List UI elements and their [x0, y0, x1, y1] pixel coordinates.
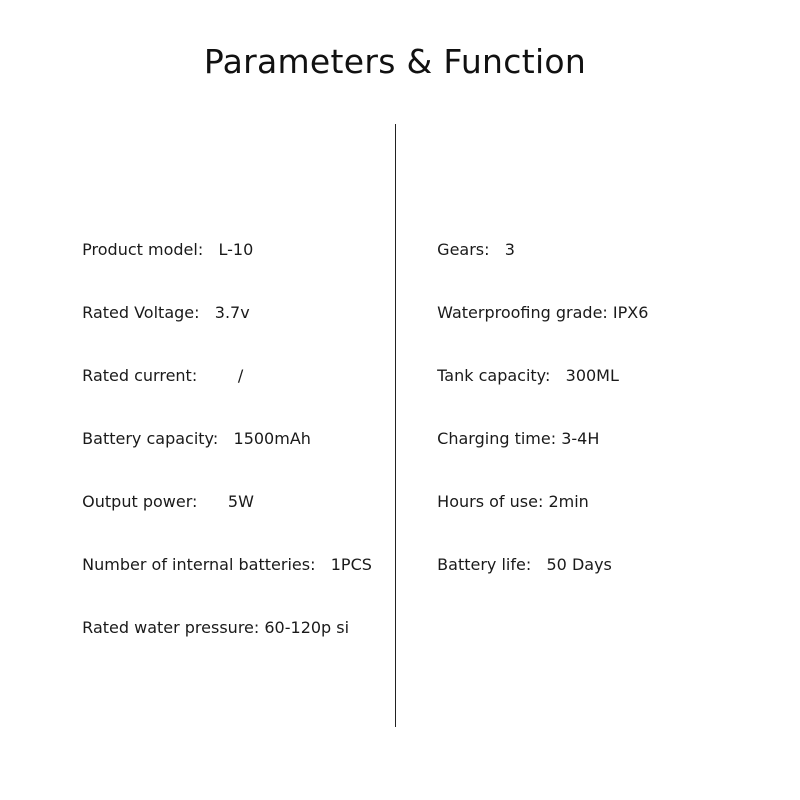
- spec-value: 1500mAh: [233, 429, 311, 448]
- spec-label: Rated current:: [82, 366, 198, 385]
- spec-internal-batteries: [72, 535, 372, 575]
- spec-value: 3.7v: [214, 303, 250, 322]
- spec-value: 1PCS: [330, 555, 372, 574]
- column-divider: [395, 124, 396, 727]
- spec-value: 300ML: [565, 366, 619, 385]
- spec-tank-capacity: [427, 346, 619, 386]
- spec-battery-life: [427, 535, 612, 575]
- spec-label: Waterproofing grade:: [437, 303, 608, 322]
- spec-label: Charging time:: [437, 429, 557, 448]
- spec-output-power: [72, 472, 254, 512]
- spec-label: Output power:: [82, 492, 198, 511]
- spec-label: Tank capacity:: [437, 366, 551, 385]
- spec-label: Hours of use:: [437, 492, 544, 511]
- spec-label: Gears:: [437, 240, 490, 259]
- spec-value: 3-4H: [561, 429, 600, 448]
- spec-charging-time: [427, 409, 599, 449]
- spec-value: /: [237, 366, 244, 385]
- spec-rated-water-pressure: [72, 598, 349, 638]
- spec-battery-capacity: [72, 409, 311, 449]
- page-title: Parameters & Function: [203, 42, 587, 81]
- spec-value: 50 Days: [546, 555, 612, 574]
- spec-value: 60-120p si: [264, 618, 350, 637]
- spec-label: Rated water pressure:: [82, 618, 260, 637]
- spec-rated-voltage: [72, 283, 250, 323]
- spec-label: Battery capacity:: [82, 429, 219, 448]
- spec-rated-current: [72, 346, 243, 386]
- spec-value: IPX6: [612, 303, 649, 322]
- spec-waterproofing-grade: [427, 283, 648, 323]
- spec-label: Product model:: [82, 240, 204, 259]
- spec-hours-of-use: [427, 472, 589, 512]
- spec-product-model: [72, 220, 253, 260]
- spec-label: Battery life:: [437, 555, 532, 574]
- spec-value: L-10: [218, 240, 254, 259]
- spec-label: Number of internal batteries:: [82, 555, 316, 574]
- spec-value: 2min: [548, 492, 589, 511]
- spec-gears: [427, 220, 515, 260]
- spec-label: Rated Voltage:: [82, 303, 200, 322]
- spec-value: 3: [504, 240, 515, 259]
- spec-value: 5W: [227, 492, 254, 511]
